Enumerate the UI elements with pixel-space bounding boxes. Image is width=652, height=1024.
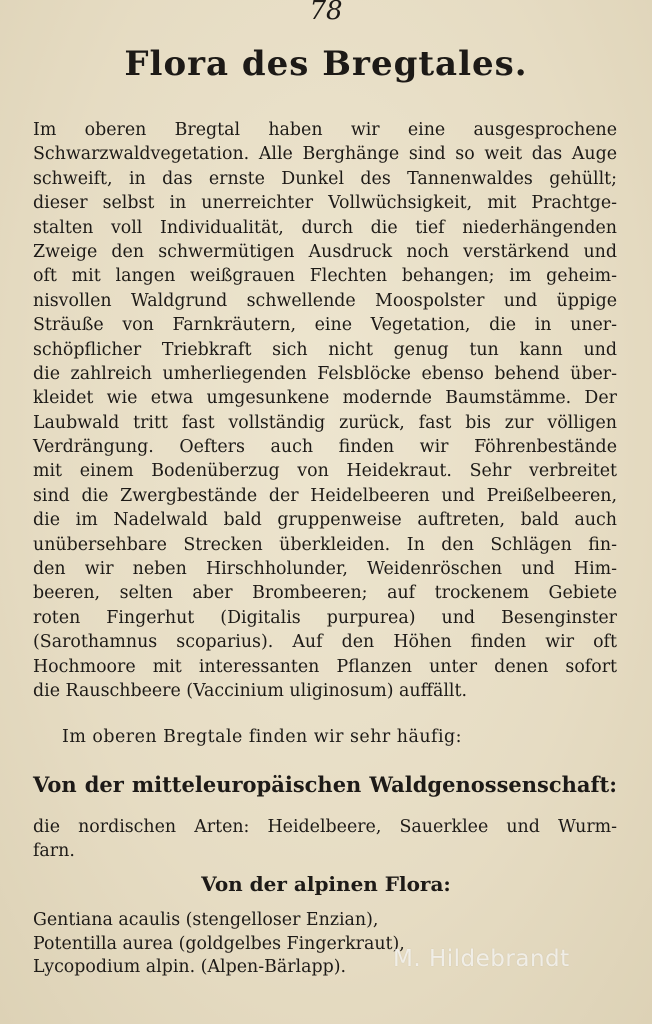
list-item: Potentilla aurea (goldgelbes Fingerkraut),	[33, 933, 405, 954]
text-line: stalten voll Individualität, durch die tief niederhängenden	[33, 217, 617, 238]
page-number: 78	[309, 0, 343, 26]
text-line: unübersehbare Strecken überkleiden. In den Schlägen fin-	[33, 534, 617, 555]
list-item: Lycopodium alpin. (Alpen-Bärlapp).	[33, 957, 347, 977]
text-line: farn.	[33, 841, 75, 862]
text-line: dieser selbst in unerreichter Vollwüchsigkeit, mit Prachtge-	[33, 193, 617, 214]
text-line: den wir neben Hirschholunder, Weidenröschen und Him-	[33, 559, 617, 580]
text-line: die nordischen Arten: Heidelbeere, Sauerklee und Wurm-	[33, 817, 617, 837]
text-line: sind die Zwergbestände der Heidelbeeren und Preißelbeeren,	[33, 485, 617, 506]
section-heading-forest: Von der mitteleuropäischen Waldgenossenschaft:	[33, 772, 617, 797]
text-line: Hochmoore mit interessanten Pflanzen unter denen sofort	[33, 656, 617, 677]
text-line: Sträuße von Farnkräutern, eine Vegetation, die in uner-	[33, 315, 617, 336]
intro-line: Im oberen Bregtale finden wir sehr häufig:	[62, 727, 463, 747]
text-line: (Sarothamnus scoparius). Auf den Höhen finden wir oft	[33, 632, 617, 653]
text-line: kleidet wie etwa umgesunkene modernde Baumstämme. Der	[33, 388, 617, 409]
text-line: beeren, selten aber Brombeeren; auf trockenem Gebiete	[33, 583, 617, 604]
text-line: mit einem Bodenüberzug von Heidekraut. Sehr verbreitet	[33, 461, 617, 482]
text-line: schöpflicher Triebkraft sich nicht genug tun kann und	[33, 339, 617, 360]
text-line: schweift, in das ernste Dunkel des Tannenwaldes gehüllt;	[33, 168, 617, 189]
text-line: die Rauschbeere (Vaccinium uliginosum) auffällt.	[33, 680, 467, 701]
text-line: Laubwald tritt fast vollständig zurück, fast bis zur völligen	[33, 412, 617, 433]
text-line: die zahlreich umherliegenden Felsblöcke ebenso behend über-	[33, 363, 617, 384]
text-line: Im oberen Bregtal haben wir eine ausgesprochene	[33, 120, 617, 140]
text-line: nisvollen Waldgrund schwellende Moospolster und üppige	[33, 290, 617, 311]
section-heading-alpine: Von der alpinen Flora:	[201, 872, 451, 896]
text-line: Schwarzwaldvegetation. Alle Berghänge sind so weit das Auge	[33, 144, 617, 165]
text-line: die im Nadelwald bald gruppenweise auftreten, bald auch	[33, 510, 617, 531]
list-item: Gentiana acaulis (stengelloser Enzian),	[33, 910, 379, 930]
watermark: M. Hildebrandt	[393, 946, 570, 972]
nordic-species-text	[33, 815, 617, 864]
main-paragraph	[33, 118, 617, 703]
text-line: oft mit langen weißgrauen Flechten behangen; im geheim-	[33, 266, 617, 287]
text-line: Verdrängung. Oefters auch finden wir Föhrenbestände	[33, 437, 617, 458]
text-line: Zweige den schwermütigen Ausdruck noch verstärkend und	[33, 241, 617, 262]
text-line: roten Fingerhut (Digitalis purpurea) und Besenginster	[33, 607, 617, 628]
page-title: Flora des Bregtales.	[124, 44, 528, 84]
